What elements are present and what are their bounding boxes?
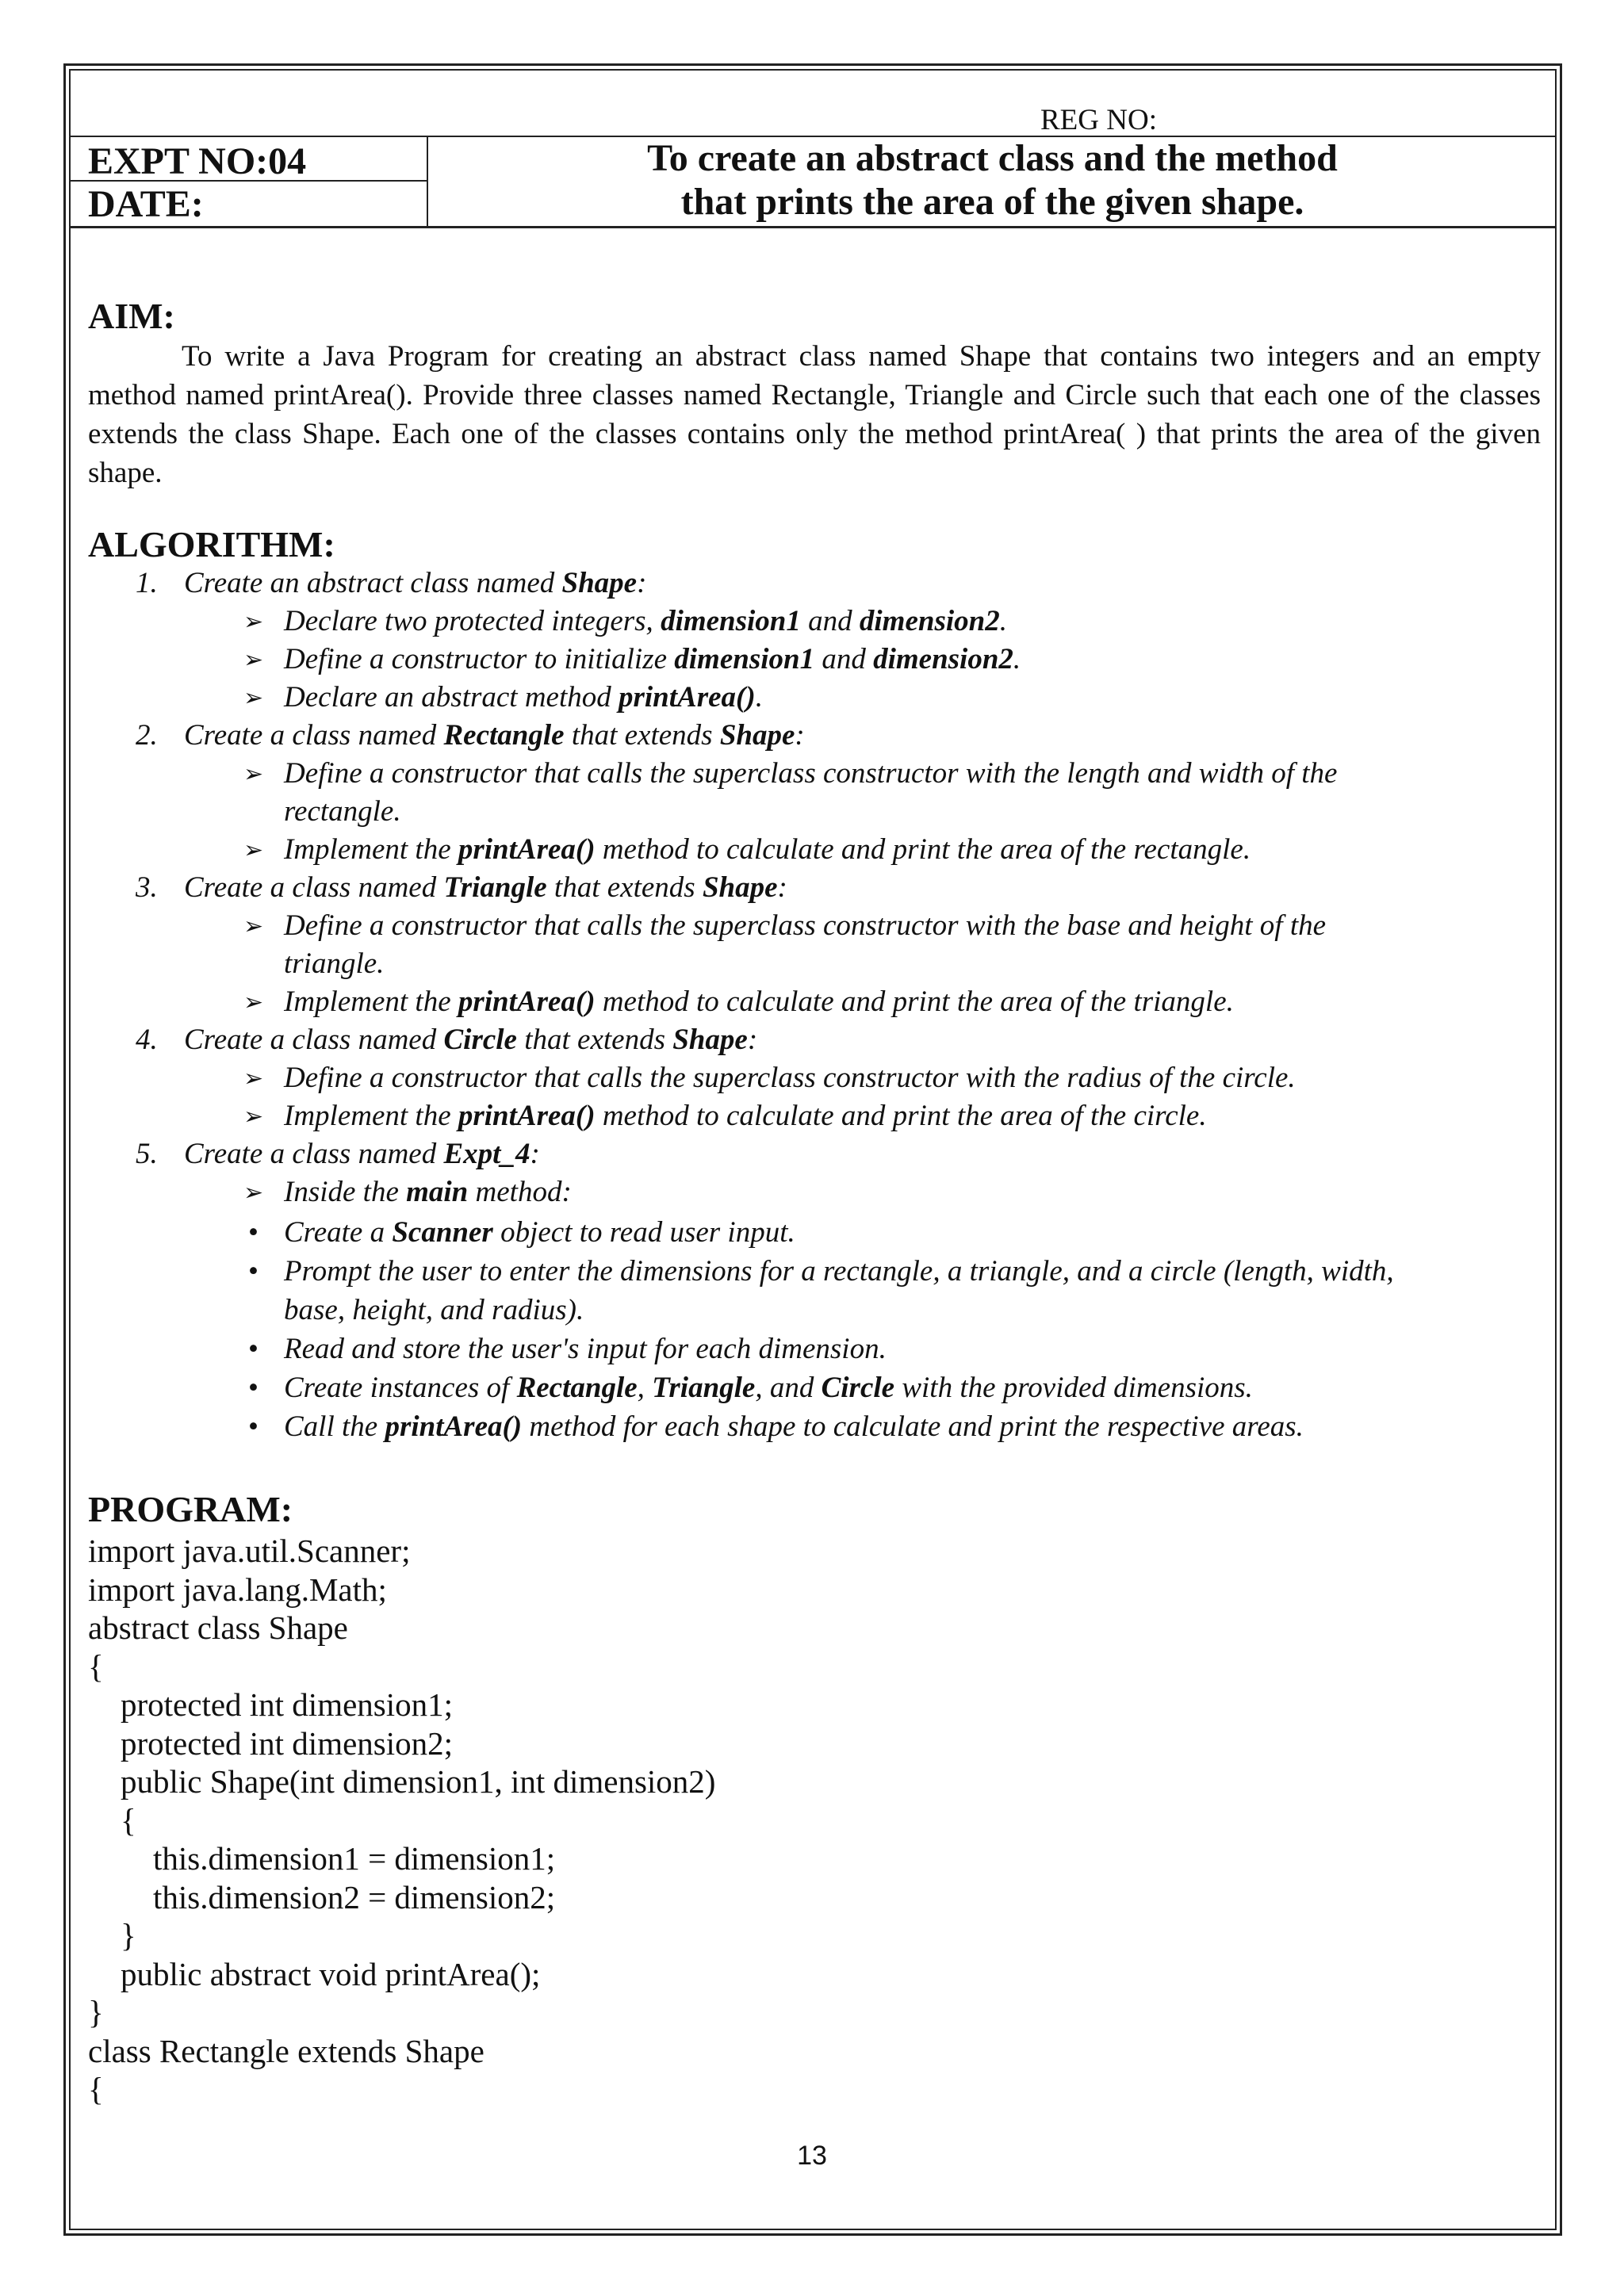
step-text: : [777, 871, 787, 904]
algorithm-bullet [88, 1252, 1543, 1330]
code-line: } [88, 1917, 136, 1954]
algorithm-substep [88, 831, 1543, 869]
algorithm-substep [88, 1097, 1543, 1135]
code-line: protected int dimension2; [88, 1724, 454, 1762]
substep-text: . [755, 681, 763, 714]
expt-no: EXPT NO:04 [88, 140, 307, 182]
algorithm-substep [88, 983, 1543, 1021]
bullet-keyword: Rectangle [516, 1372, 638, 1404]
arrow-bullet-icon: ➢ [243, 989, 264, 1016]
reg-no-label: REG NO: [1040, 104, 1157, 136]
step-number: 5. [136, 1138, 158, 1170]
algorithm-substep [88, 907, 1543, 983]
step-text: : [747, 1024, 758, 1056]
substep-keyword: printArea() [458, 1100, 596, 1132]
header-line-bottom [71, 226, 1555, 228]
substep-text: method: [468, 1176, 572, 1208]
code-line: public Shape(int dimension1, int dimension2) [88, 1763, 716, 1800]
arrow-bullet-icon: ➢ [243, 913, 264, 939]
substep-keyword: dimension2 [873, 643, 1013, 675]
substep-text: Implement the [284, 985, 458, 1018]
substep-text: Declare an abstract method [284, 681, 619, 714]
arrow-bullet-icon: ➢ [243, 1180, 264, 1206]
code-line: this.dimension1 = dimension1; [88, 1840, 556, 1877]
aim-paragraph [88, 337, 1541, 492]
date-label: DATE: [88, 183, 204, 225]
bullet-text: base, height, and radius). [284, 1294, 584, 1326]
aim-heading: AIM: [88, 296, 175, 336]
code-line: { [88, 2071, 104, 2107]
bullet-text: Prompt the user to enter the dimensions for a rectangle, a triangle, and a circle (length, width, [284, 1255, 1394, 1288]
substep-text: method to calculate and print the area of the triangle. [595, 985, 1234, 1018]
code-line: abstract class Shape [88, 1609, 348, 1646]
algorithm-bullet [88, 1213, 1543, 1252]
step-text: Create a class named [184, 1138, 444, 1170]
bullet-keyword: Triangle [652, 1372, 756, 1404]
algorithm-substep [88, 603, 1543, 641]
substep-text: Implement the [284, 1100, 458, 1132]
substep-keyword: printArea() [458, 833, 596, 866]
algorithm-substep [88, 641, 1543, 679]
bullet-text: , [637, 1372, 653, 1404]
substep-text: Implement the [284, 833, 458, 866]
step-keyword: Rectangle [443, 719, 565, 752]
algorithm-step [88, 1135, 1543, 1173]
code-line: import java.util.Scanner; [88, 1533, 411, 1569]
code-line: { [88, 1801, 136, 1839]
page-number: 13 [797, 2141, 827, 2171]
code-line: public abstract void printArea(); [88, 1955, 541, 1992]
code-line: protected int dimension1; [88, 1686, 454, 1723]
step-text: that extends [564, 719, 720, 752]
bullet-text: with the provided dimensions. [894, 1372, 1253, 1404]
step-number: 1. [136, 567, 158, 599]
substep-text: and [800, 605, 860, 637]
algorithm-substep [88, 755, 1543, 831]
bullet-text: object to read user input. [492, 1216, 795, 1249]
algorithm-step [88, 869, 1543, 907]
step-text: that extends [546, 871, 703, 904]
substep-keyword: dimension2 [859, 605, 1000, 637]
substep-text: method to calculate and print the area of the circle. [595, 1100, 1207, 1132]
algorithm-substep [88, 1173, 1543, 1211]
substep-keyword: printArea() [458, 985, 596, 1018]
algorithm-heading: ALGORITHM: [88, 524, 335, 564]
step-keyword: Shape [672, 1024, 748, 1056]
step-keyword: Shape [561, 567, 638, 599]
step-text: : [637, 567, 647, 599]
algorithm-list [88, 564, 1543, 1446]
title-line-2: that prints the area of the given shape. [680, 181, 1304, 223]
substep-text: Define a constructor that calls the superclass constructor with the length and width of the [284, 757, 1338, 790]
substep-text: Define a constructor to initialize [284, 643, 675, 675]
algorithm-bullet [88, 1330, 1543, 1368]
substep-keyword: dimension1 [661, 605, 801, 637]
program-heading: PROGRAM: [88, 1489, 293, 1529]
arrow-bullet-icon: ➢ [243, 1066, 264, 1092]
bullet-text: , and [755, 1372, 822, 1404]
bullet-text: Read and store the user's input for each dimension. [284, 1333, 887, 1365]
substep-text: Declare two protected integers, [284, 605, 661, 637]
substep-text: . [1013, 643, 1021, 675]
substep-text: rectangle. [284, 795, 401, 828]
substep-keyword: printArea() [619, 681, 756, 714]
step-text: Create a class named [184, 871, 444, 904]
aim-text: To write a Java Program for creating an abstract class named Shape that contains two integers and an empty method named printArea(). Provide three classes named Rectangle, Triangle and Circle such that each one of the classes extends the class Shape. Each one of the classes contains only the method printArea( ) that prints the area of the given shape. [88, 340, 1541, 489]
algorithm-step [88, 717, 1543, 755]
bullet-text: method for each shape to calculate and print the respective areas. [522, 1410, 1304, 1443]
substep-text: Define a constructor that calls the superclass constructor with the base and height of the [284, 909, 1327, 942]
bullet-text: Call the [284, 1410, 385, 1443]
step-keyword: Shape [719, 719, 795, 752]
program-code [88, 1532, 1541, 2109]
step-keyword: Triangle [443, 871, 547, 904]
step-text: : [795, 719, 805, 752]
algorithm-step [88, 1021, 1543, 1059]
code-line: } [88, 1994, 104, 2030]
substep-text: Inside the [284, 1176, 407, 1208]
arrow-bullet-icon: ➢ [243, 609, 264, 635]
step-number: 2. [136, 719, 158, 752]
algorithm-step [88, 564, 1543, 603]
arrow-bullet-icon: ➢ [243, 837, 264, 863]
bullet-keyword: printArea() [385, 1410, 523, 1443]
substep-text: triangle. [284, 947, 385, 980]
step-number: 3. [136, 871, 158, 904]
algorithm-bullet [88, 1368, 1543, 1407]
title-line-1: To create an abstract class and the method [647, 137, 1338, 179]
substep-text: Define a constructor that calls the superclass constructor with the radius of the circle. [284, 1062, 1296, 1094]
arrow-bullet-icon: ➢ [243, 685, 264, 711]
code-line: this.dimension2 = dimension2; [88, 1878, 556, 1915]
bullet-keyword: Circle [821, 1372, 895, 1404]
arrow-bullet-icon: ➢ [243, 1104, 264, 1130]
experiment-title [427, 136, 1557, 224]
step-text: Create a class named [184, 1024, 444, 1056]
step-text: : [530, 1138, 540, 1170]
substep-text: method to calculate and print the area of the rectangle. [595, 833, 1251, 866]
step-text: that extends [516, 1024, 673, 1056]
code-line: class Rectangle extends Shape [88, 2032, 485, 2069]
code-line: import java.lang.Math; [88, 1571, 387, 1608]
bullet-text: Create instances of [284, 1372, 517, 1404]
step-number: 4. [136, 1024, 158, 1056]
algorithm-bullet [88, 1407, 1543, 1446]
algorithm-substep [88, 679, 1543, 717]
substep-text: . [999, 605, 1007, 637]
algorithm-substep [88, 1059, 1543, 1097]
substep-text: and [814, 643, 874, 675]
step-text: Create an abstract class named [184, 567, 562, 599]
bullet-keyword: Scanner [392, 1216, 493, 1249]
step-text: Create a class named [184, 719, 444, 752]
substep-keyword: dimension1 [674, 643, 815, 675]
bullet-text: Create a [284, 1216, 393, 1249]
step-keyword: Shape [702, 871, 778, 904]
substep-keyword: main [406, 1176, 469, 1208]
step-keyword: Circle [443, 1024, 517, 1056]
step-keyword: Expt_4 [443, 1138, 530, 1170]
arrow-bullet-icon: ➢ [243, 647, 264, 673]
code-line: { [88, 1647, 104, 1685]
arrow-bullet-icon: ➢ [243, 761, 264, 787]
